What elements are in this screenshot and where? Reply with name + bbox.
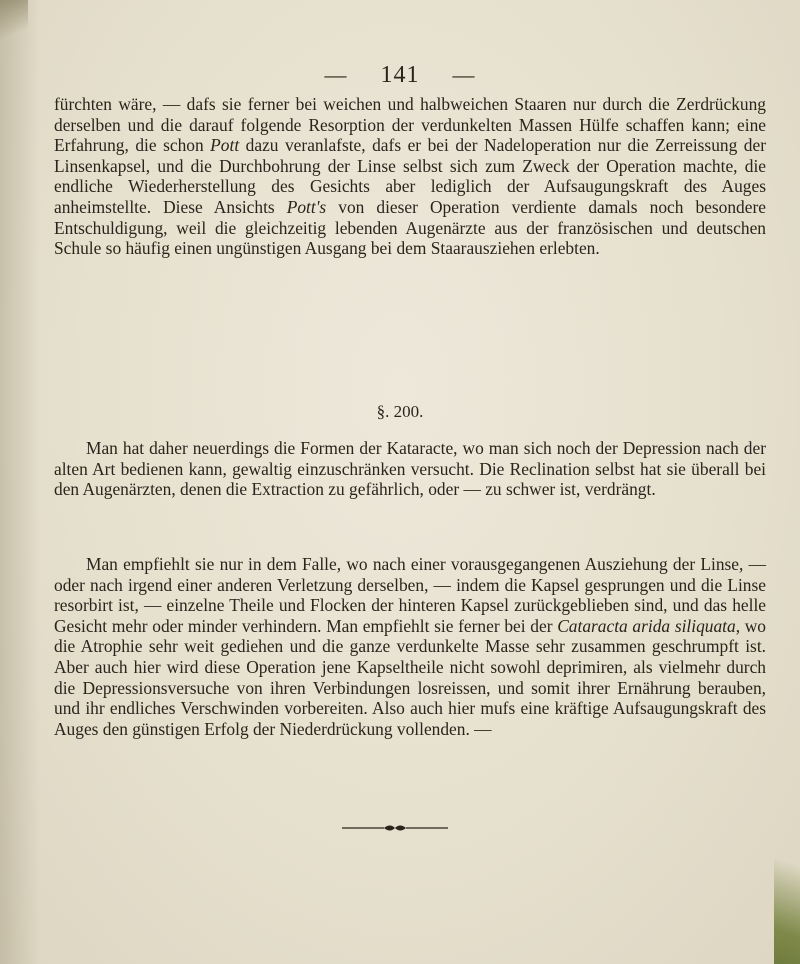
- corner-tab: [774, 854, 800, 964]
- paragraph-2-text: Man hat daher neuerdings die Formen der Kataracte, wo man sich noch der Depression nach der alten Art bedienen kann, gewaltig einzuschränken versucht. Die Reclination selbst hat sie überall bei den Augenärzten, denen die Extraction zu gefährlich, oder — zu schwer ist, verdrängt.: [54, 438, 766, 500]
- author-name-potts: Pott's: [286, 196, 327, 217]
- paragraph-1-text-b: dazu veranlafste, dafs er bei der Nadeloperation nur die Zerreissung der Linsenkapsel, und die Durchbohrung der Linse selbst sich zum Zweck der Operation machte, die endliche Wiederherstellung des Gesichts aber lediglich der Aufsaugungskraft des Auges anheimstellte. Diese Ansichts: [54, 135, 766, 217]
- header-dash-right: —: [452, 62, 476, 87]
- paragraph-3: [54, 554, 766, 739]
- paragraph-2: [54, 438, 766, 500]
- corner-stain: [0, 0, 28, 40]
- paragraph-1: [54, 94, 766, 259]
- page-edge-shadow: [0, 0, 40, 964]
- page-header: [0, 62, 800, 89]
- header-dash-left: —: [324, 62, 348, 87]
- page-number: 141: [380, 62, 420, 88]
- paragraph-1-text-a: fürchten wäre, — dafs sie ferner bei weichen und halbweichen Staaren nur durch die Zerdrückung derselben und die darauf folgende Resorption der verdunkelten Massen Hülfe schaffen kann; eine Erfahrung, die schon: [54, 94, 766, 156]
- paragraph-3-text-a: Man empfiehlt sie nur in dem Falle, wo nach einer vorausgegangenen Ausziehung der Linse, — oder nach irgend einer anderen Verletzung derselben, — indem die Kapsel gesprungen und die Linse resorbirt ist, — einzelne Theile und Flocken der hinteren Kapsel zurückgeblieben sind, und das helle Gesicht mehr oder minder verhindern. Man empfiehlt sie ferner bei der: [54, 554, 766, 636]
- author-name-pott: Pott: [210, 135, 240, 156]
- latin-term: Cataracta arida siliquata: [557, 615, 736, 636]
- paragraph-1-text-c: von dieser Operation verdiente damals noch besondere Entschuldigung, weil die gleichzeitig lebenden Augenärzte aus der französischen und deutschen Schule so häufig einen ungünstigen Ausgang bei dem Staarausziehen erlebten.: [54, 196, 766, 259]
- paragraph-3-text-b: , wo die Atrophie sehr weit gediehen und die ganze verdunkelte Masse sehr zusammen geschrumpft ist. Aber auch hier wird diese Operation jene Kapseltheile nicht sowohl deprimiren, als vielmehr durch die Depressionsversuche von ihren Verbindungen losreissen, und somit ihrer Ernährung berauben, und ihr endliches Verschwinden vorbereiten. Also auch hier mufs eine kräftige Aufsaugungskraft des Auges den günstigen Erfolg der Niederdrückung vollenden. —: [54, 615, 767, 739]
- end-ornament: [340, 823, 450, 833]
- section-heading: §. 200.: [376, 402, 424, 421]
